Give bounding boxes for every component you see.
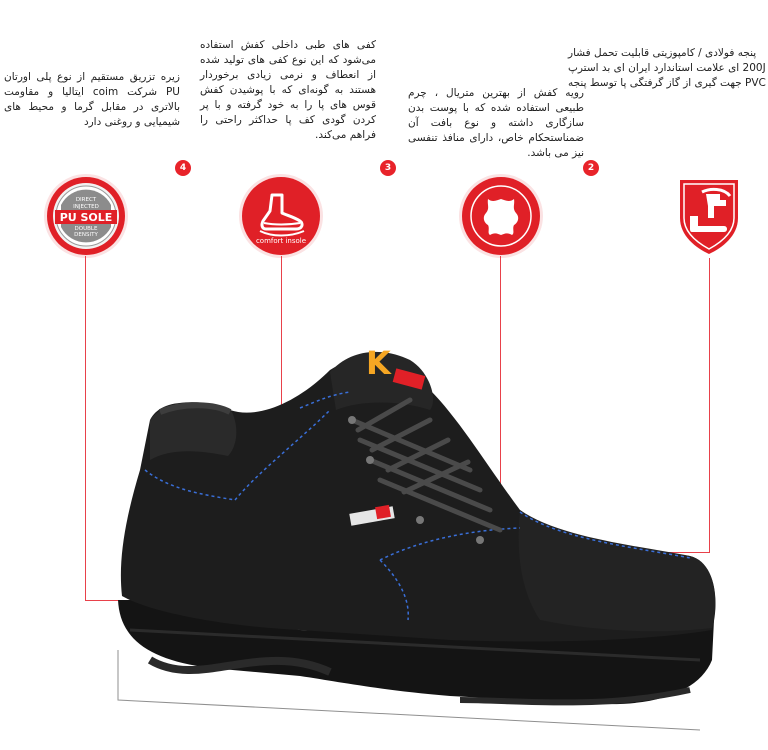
feature-number-2: 2 xyxy=(583,160,599,176)
pu-sole-line2: INJECTED xyxy=(73,204,99,210)
feature-text-upper: رویه کفش از بهترین متریال ، چرم طبیعی استفاده شده که با پوست بدن سازگاری داشته و نوع بافت آن ضمناستحکام خاص، دارای منافذ تنفسی نیز می باشد. xyxy=(408,87,584,159)
feature-number-3: 3 xyxy=(380,160,396,176)
pu-sole-line1: DIRECT xyxy=(75,197,97,203)
feature-text-toe-cap-body: پنجه فولادی / کامپوزیتی قابلیت تحمل فشار 200J ای علامت استاندارد ایران ای بد استرپ PVC جهت گیری از گاز گرفتگی پا توسط پنجه xyxy=(568,47,766,89)
pu-sole-main: PU SOLE xyxy=(59,211,113,224)
comfort-insole-label: comfort insole xyxy=(255,237,307,245)
watermark-logo: K xyxy=(366,344,391,382)
pu-sole-line3: DOUBLE xyxy=(74,226,98,232)
feature-text-insole: کفی های طبی داخلی کفش استفاده می‌شود که این نوع کفی های تولید شده از انعطاف و نرمی زیادی برخوردار هستند به گونه‌ای که با پوشیدن کفش قوس های پا را به خود گرفته و با پر کردن گودی کف پا حداکثر راحتی را فراهم می‌کند. xyxy=(200,39,376,141)
pu-sole-line4: DENSITY xyxy=(74,232,98,238)
feature-number-4: 4 xyxy=(175,160,191,176)
feature-text-sole: زیره تزریق مستقیم از نوع پلی اورتان PU شرکت coim ایتالیا و مقاومت بالاتری در مقابل گرما و محیط های شیمیایی و روغنی دارد xyxy=(4,71,180,128)
